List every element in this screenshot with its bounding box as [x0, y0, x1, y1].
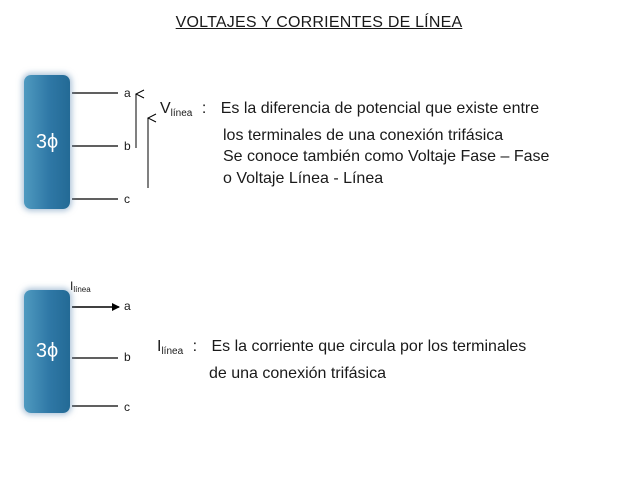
voltage-line-2: los terminales de una conexión trifásica [223, 126, 504, 144]
terminal-label-c-bottom: c [124, 400, 130, 414]
current-symbol: $I_{línea}$ [157, 338, 184, 357]
three-phase-source-bottom [24, 290, 70, 413]
terminal-label-b-bottom: b [124, 350, 131, 364]
three-phase-source-top [24, 75, 70, 209]
terminal-label-b-top: b [124, 139, 131, 153]
current-line-1: Es la corriente que circula por los terminales [211, 338, 527, 355]
current-line-2: de una conexión trifásica [209, 364, 386, 382]
current-definition [157, 336, 526, 384]
terminal-label-a-top: a [124, 86, 131, 100]
voltage-line-3: Se conoce también como Voltaje Fase – Fase [223, 148, 550, 165]
slide-title: VOLTAJES Y CORRIENTES DE LÍNEA [175, 14, 463, 31]
current-arrow-label: Ilínea [70, 279, 91, 294]
terminal-label-c-top: c [124, 192, 130, 206]
terminal-label-a-bottom: a [124, 299, 131, 313]
source-label-bottom: 3ϕ [35, 340, 59, 362]
voltage-line-1: Es la diferencia de potencial que existe entre [220, 100, 540, 117]
voltage-symbol: $V_{línea}$ [160, 100, 193, 119]
source-label-top: 3ϕ [35, 130, 59, 153]
current-separator: : [192, 338, 198, 355]
voltage-definition [160, 98, 549, 189]
voltage-separator: : [201, 100, 207, 117]
voltage-line-4: o Voltaje Línea - Línea [223, 169, 384, 187]
